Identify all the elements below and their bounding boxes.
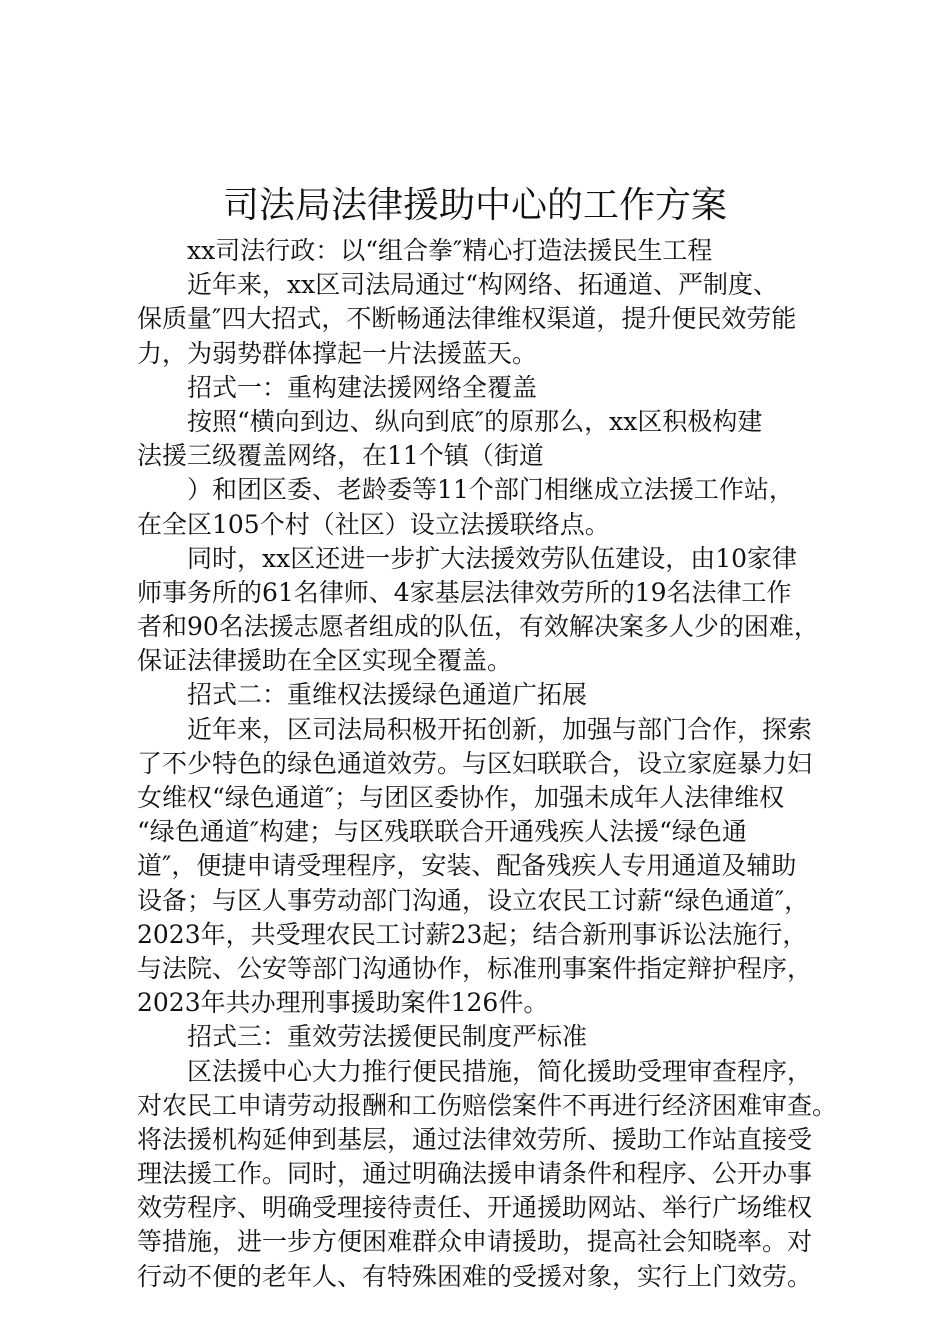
text-line: 了不少特色的绿色通道效劳。与区妇联联合，设立家庭暴力妇 — [137, 748, 813, 778]
text-line: 保质量″四大招式，不断畅通法律维权渠道，提升便民效劳能 — [137, 304, 797, 334]
text-line: 对农民工申请劳动报酬和工伤赔偿案件不再进行经济困难审查。 — [137, 1090, 838, 1120]
text-line: 道″，便捷申请受理程序，安装、配备残疾人专用通道及辅助 — [137, 851, 797, 881]
text-line: 者和90名法援志愿者组成的队伍，有效解决案多人少的困难， — [137, 612, 819, 642]
text-line: 保证法律援助在全区实现全覆盖。 — [137, 646, 513, 676]
text-line: 行动不便的老年人、有特殊困难的受援对象，实行上门效劳。 — [137, 1261, 813, 1291]
text-line: 等措施，进一步方便困难群众申请援助，提高社会知晓率。对 — [137, 1227, 813, 1257]
text-line: 按照“横向到边、纵向到底″的原那么，xx区积极构建 — [187, 406, 763, 436]
text-line: 效劳程序、明确受理接待责任、开通援助网站、举行广场维权 — [137, 1193, 813, 1223]
text-line: 同时，xx区还进一步扩大法援效劳队伍建设，由10家律 — [187, 543, 798, 573]
text-line: xx司法行政：以“组合拳″精心打造法援民生工程 — [187, 236, 713, 265]
text-line: 师事务所的61名律师、4家基层法律效劳所的19名法律工作 — [137, 577, 792, 607]
document-title: 司法局法律援助中心的工作方案 — [222, 185, 727, 226]
text-line: 招式二：重维权法援绿色通道广拓展 — [187, 680, 588, 710]
document-body — [137, 234, 837, 1294]
text-line: 法援三级覆盖网络，在11个镇（街道 — [137, 441, 544, 471]
text-line: 近年来，xx区司法局通过“构网络、拓通道、严制度、 — [187, 270, 778, 300]
text-line: 2023年，共受理农民工讨薪23起；结合新刑事诉讼法施行， — [137, 919, 808, 949]
text-line: 区法援中心大力推行便民措施，简化援助受理审查程序， — [187, 1056, 813, 1086]
text-line: 设备；与区人事劳动部门沟通，设立农民工讨薪“绿色通道″， — [137, 885, 810, 915]
text-line: 招式一：重构建法援网络全覆盖 — [187, 372, 538, 402]
text-line: 女维权“绿色通道″；与团区委协作，加强未成年人法律维权 — [137, 783, 785, 812]
text-line: 与法院、公安等部门沟通协作，标准刑事案件指定辩护程序， — [137, 953, 813, 983]
text-line: “绿色通道″构建；与区残联联合开通残疾人法援“绿色通 — [137, 817, 747, 847]
text-line: 2023年共办理刑事援助案件126件。 — [137, 988, 549, 1018]
text-line: 力，为弱势群体撑起一片法援蓝天。 — [137, 338, 538, 368]
text-line: 将法援机构延伸到基层，通过法律效劳所、援助工作站直接受 — [137, 1124, 813, 1154]
text-line: 招式三：重效劳法援便民制度严标准 — [187, 1022, 588, 1052]
text-line: 理法援工作。同时，通过明确法援申请条件和程序、公开办事 — [137, 1159, 813, 1189]
text-line: ）和团区委、老龄委等11个部门相继成立法援工作站， — [187, 475, 794, 505]
text-line: 在全区105个村（社区）设立法援联络点。 — [137, 509, 610, 539]
text-line: 近年来，区司法局积极开拓创新，加强与部门合作，探索 — [187, 714, 813, 744]
